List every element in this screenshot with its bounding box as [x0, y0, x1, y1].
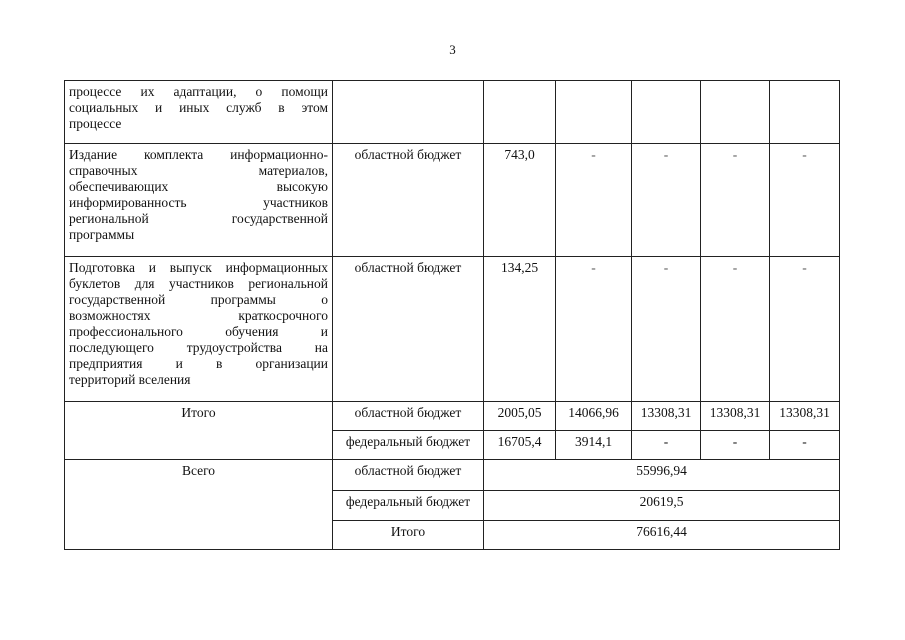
- value-cell: -: [556, 144, 632, 257]
- subtotal-row-regional: [65, 402, 840, 431]
- value-cell: [484, 81, 556, 144]
- value-cell: 743,0: [484, 144, 556, 257]
- funding-source: областной бюджет: [333, 460, 484, 491]
- value-cell: [632, 81, 701, 144]
- value-cell: -: [770, 431, 840, 460]
- value-cell: -: [770, 257, 840, 402]
- value-cell: 13308,31: [770, 402, 840, 431]
- value-cell: [770, 81, 840, 144]
- value-cell: 16705,4: [484, 431, 556, 460]
- value-cell: 13308,31: [632, 402, 701, 431]
- table-row: [65, 81, 840, 144]
- value-cell: -: [556, 257, 632, 402]
- funding-source: [333, 81, 484, 144]
- grand-total-label: Всего: [65, 460, 333, 550]
- subtotal-label: Итого: [65, 402, 333, 460]
- value-cell: 3914,1: [556, 431, 632, 460]
- measure-description: процессе их адаптации, о помощи социальных и иных служб в этом процессе: [65, 81, 333, 144]
- page-number: 3: [449, 42, 456, 57]
- funding-source: областной бюджет: [333, 402, 484, 431]
- value-cell: 2005,05: [484, 402, 556, 431]
- value-cell: -: [632, 257, 701, 402]
- grand-total-value: 76616,44: [484, 521, 840, 550]
- funding-source: областной бюджет: [333, 257, 484, 402]
- grand-total-value: 20619,5: [484, 491, 840, 521]
- budget-table: [64, 80, 840, 550]
- table-row: [65, 144, 840, 257]
- value-cell: [701, 81, 770, 144]
- value-cell: -: [770, 144, 840, 257]
- funding-source: областной бюджет: [333, 144, 484, 257]
- value-cell: -: [701, 144, 770, 257]
- funding-source: Итого: [333, 521, 484, 550]
- value-cell: -: [632, 144, 701, 257]
- value-cell: [556, 81, 632, 144]
- value-cell: -: [632, 431, 701, 460]
- funding-source: федеральный бюджет: [333, 431, 484, 460]
- value-cell: 14066,96: [556, 402, 632, 431]
- grand-total-value: 55996,94: [484, 460, 840, 491]
- grand-total-row-regional: [65, 460, 840, 491]
- value-cell: -: [701, 431, 770, 460]
- table-row: [65, 257, 840, 402]
- funding-source: федеральный бюджет: [333, 491, 484, 521]
- value-cell: 134,25: [484, 257, 556, 402]
- measure-description: Издание комплекта информационно- справочных материалов, обеспечивающих высокую информированность участников региональной государственной программы: [65, 144, 333, 257]
- value-cell: -: [701, 257, 770, 402]
- value-cell: 13308,31: [701, 402, 770, 431]
- measure-description: Подготовка и выпуск информационных буклетов для участников региональной государственной программы о возможностях краткосрочного профессионального обучения и последующего трудоустройства на предприятия и в организации территорий вселения: [65, 257, 333, 402]
